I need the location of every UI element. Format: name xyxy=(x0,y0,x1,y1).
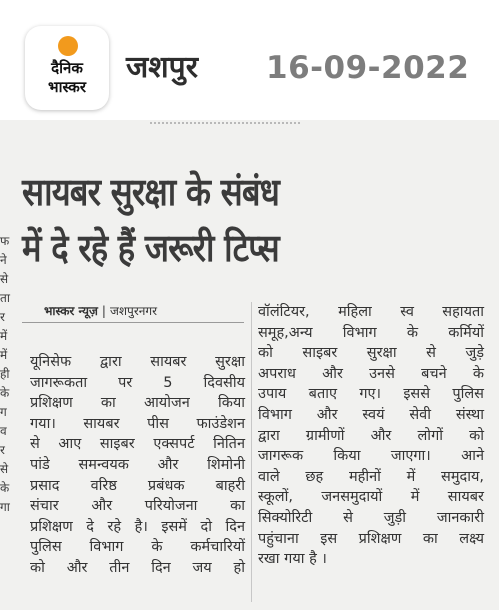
fragment-line: गा xyxy=(0,500,10,514)
fragment-line: के xyxy=(0,481,10,495)
fragment-line: के xyxy=(0,386,10,400)
body-line: से आए साइबर एक्सपर्ट नितिन xyxy=(30,436,245,453)
body-line: वाले छह महीनों में समुदाय, xyxy=(258,468,484,485)
body-line: पुलिस विभाग के कर्मचारियों xyxy=(30,539,245,556)
adjacent-article-strip xyxy=(0,232,14,517)
fragment-line: फ xyxy=(0,234,10,248)
body-line: वॉलंटियर, महिला स्व सहायता xyxy=(258,304,484,320)
body-line: पहुंचाना इस प्रशिक्षण का लक्ष्य xyxy=(258,530,484,547)
body-line: प्रशिक्षण दे रहे है। इसमें दो दिन xyxy=(30,518,245,535)
article-column-left xyxy=(30,352,245,579)
body-line: अपराध और उनसे बचने के xyxy=(258,365,484,382)
fragment-line: से xyxy=(0,272,9,286)
fragment-line: व xyxy=(0,424,7,438)
body-line: को और तीन दिन जय हो xyxy=(30,559,245,576)
body-line: समूह,अन्य विभाग के कर्मियों xyxy=(258,324,484,341)
logo-text-line1: दैनिक xyxy=(51,59,83,77)
fragment-line: ता xyxy=(0,291,10,305)
body-line: पांडे समन्वयक और शिमोनी xyxy=(30,456,245,473)
column-divider xyxy=(251,302,252,602)
body-line: उपाय बताए गए। इससे पुलिस xyxy=(258,386,484,403)
cut-off-text-fragment xyxy=(150,122,300,130)
fragment-line: ही xyxy=(0,367,10,381)
fragment-line: ग xyxy=(0,405,7,419)
byline-source: भास्कर न्यूज़ xyxy=(44,304,98,318)
body-line: प्रशिक्षण का आयोजन किया xyxy=(30,395,245,412)
dainik-bhaskar-logo xyxy=(25,26,109,110)
fragment-line: र xyxy=(0,310,5,324)
newspaper-clipping xyxy=(0,120,499,610)
logo-text-line2: भास्कर xyxy=(48,78,86,96)
fragment-line: में xyxy=(0,329,8,343)
fragment-line: में xyxy=(0,348,8,362)
sun-icon xyxy=(58,36,78,56)
fragment-line: से xyxy=(0,462,9,476)
article-headline xyxy=(22,164,426,276)
article-column-right xyxy=(258,302,484,570)
byline-separator: | xyxy=(101,304,106,318)
body-line: जागरूक किया जाएगा। आने xyxy=(258,448,484,465)
body-line: यूनिसेफ द्वारा सायबर सुरक्षा xyxy=(30,354,245,370)
edition-date: 16-09-2022 xyxy=(266,50,470,86)
headline-line: में दे रहे हैं जरूरी टिप्स xyxy=(22,226,279,270)
fragment-line: ने xyxy=(0,253,7,267)
edition-city: जशपुर xyxy=(126,50,198,85)
body-line: को साइबर सुरक्षा से जुड़े xyxy=(258,345,484,362)
body-line: विभाग और स्वयं सेवी संस्था xyxy=(258,406,484,423)
headline-line: सायबर सुरक्षा के संबंध xyxy=(22,170,279,214)
body-line: संचार और परियोजना का xyxy=(30,498,245,515)
article-byline xyxy=(22,302,244,323)
byline-place: जशपुरनगर xyxy=(109,304,158,318)
body-line: द्वारा ग्रामीणों और लोगों को xyxy=(258,427,484,444)
fragment-line: र xyxy=(0,443,5,457)
body-line: स्कूलों, जनसमुदायों में सायबर xyxy=(258,489,484,506)
body-line: प्रसाद वरिष्ठ प्रबंधक बाहरी xyxy=(30,477,245,494)
body-line: सिक्योरिटी से जुड़ी जानकारी xyxy=(258,509,484,526)
header-bar xyxy=(0,0,499,120)
body-line: रखा गया है । xyxy=(258,551,327,568)
body-line: जागरूकता पर 5 दिवसीय xyxy=(30,374,245,391)
body-line: गया। सायबर पीस फाउंडेशन xyxy=(30,415,245,432)
